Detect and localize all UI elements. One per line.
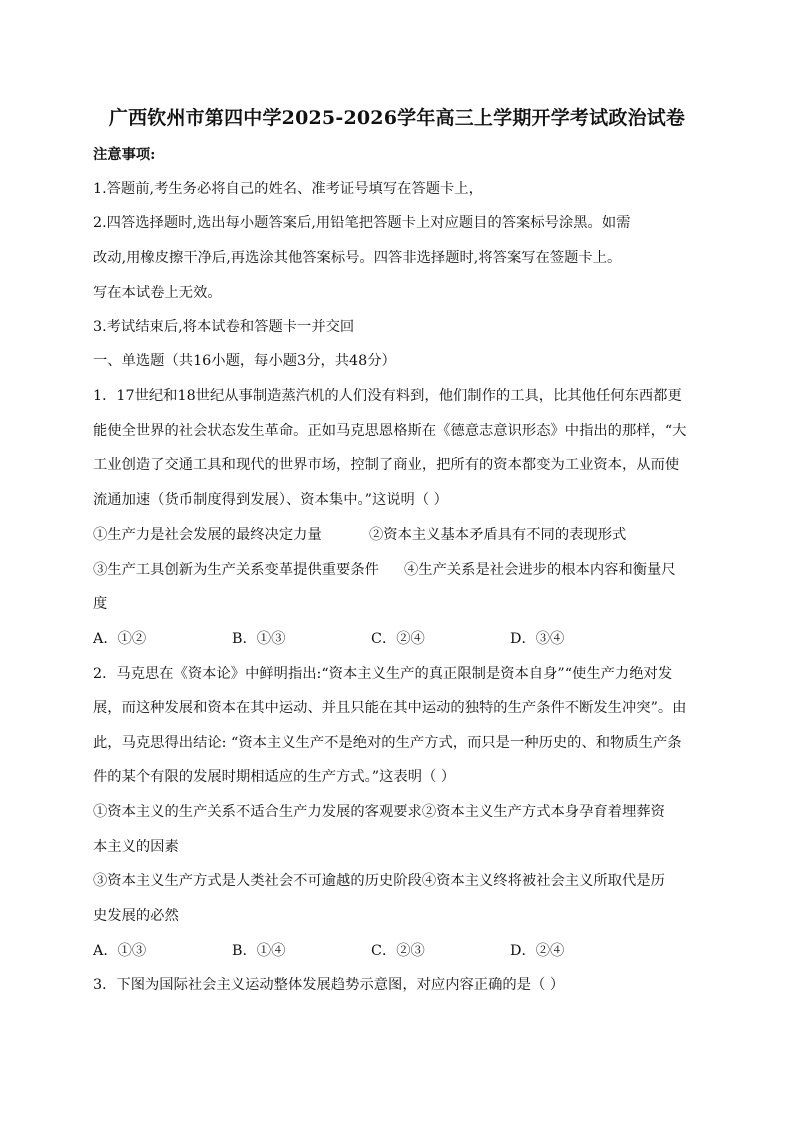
q1-stem-line-1: 1．17世纪和18世纪从事制造蒸汽机的人们没有料到，他们制作的工具，比其他任何东西都更 xyxy=(93,388,682,404)
notice-item-3: 3.考试结束后,将本试卷和答题卡一并交回 xyxy=(93,319,355,335)
q2-stem-line-1: 2．马克思在《资本论》中鲜明指出:“资本主义生产的真正限制是资本自身”“使生产力绝对发 xyxy=(93,666,673,682)
q2-option-d[interactable]: D．②④ xyxy=(510,943,565,959)
notice-item-2-line-2: 改动,用橡皮擦干净后,再选涂其他答案标号。四答非选择题时,将答案写在签题卡上。 xyxy=(93,250,622,266)
notice-item-2-line-1: 2.四答选择题时,选出每小题答案后,用铅笔把答题卡上对应题目的答案标号涂黑。如需 xyxy=(93,215,631,231)
q2-statements-3-4: ③资本主义生产方式是人类社会不可逾越的历史阶段④资本主义终将被社会主义所取代是历 xyxy=(93,873,665,889)
notice-heading: 注意事项: xyxy=(93,147,156,163)
q1-statement-4: ④生产关系是社会进步的根本内容和衡量尺 xyxy=(404,562,676,578)
q1-option-d[interactable]: D．③④ xyxy=(510,631,565,647)
q2-statements-1-2-cont: 本主义的因素 xyxy=(93,839,179,855)
q2-stem-line-3: 此，马克思得出结论: “资本主义生产不是绝对的生产方式，而只是一种历史的、和物质生产条 xyxy=(93,735,682,751)
q2-statements-3-4-cont: 史发展的必然 xyxy=(93,908,179,924)
q2-option-b[interactable]: B．①④ xyxy=(232,943,286,959)
q2-stem-line-2: 展，而这种发展和资本在其中运动、并且只能在其中运动的独特的生产条件不断发生冲突”。由 xyxy=(93,700,687,716)
notice-item-2-line-3: 写在本试卷上无效。 xyxy=(93,285,222,301)
q1-stem-line-3: 工业创造了交通工具和现代的世界市场，控制了商业，把所有的资本都变为工业资本，从而使 xyxy=(93,457,680,473)
q3-stem-line-1: 3．下图为国际社会主义运动整体发展趋势示意图，对应内容正确的是（ ） xyxy=(93,977,565,993)
q1-option-a[interactable]: A．①② xyxy=(93,631,147,647)
q1-statement-2: ②资本主义基本矛盾具有不同的表现形式 xyxy=(369,527,627,543)
q1-option-b[interactable]: B．①③ xyxy=(232,631,286,647)
q2-option-c[interactable]: C．②③ xyxy=(371,943,425,959)
q1-stem-line-4: 流通加速（货币制度得到发展）、资本集中。”这说明（ ） xyxy=(93,492,448,508)
page-title: 广西钦州市第四中学2025-2026学年高三上学期开学考试政治试卷 xyxy=(108,107,686,129)
q1-stem-line-2: 能使全世界的社会状态发生革命。正如马克思恩格斯在《德意志意识形态》中指出的那样，“大 xyxy=(93,423,687,439)
q2-option-a[interactable]: A．①③ xyxy=(93,943,147,959)
section-heading: 一、单选题（共16小题，每小题3分，共48分） xyxy=(93,353,396,369)
q1-statement-4-cont: 度 xyxy=(93,596,108,612)
notice-item-1: 1.答题前,考生务必将自己的姓名、准考证号填写在答题卡上， xyxy=(93,181,483,197)
q2-stem-line-4: 件的某个有限的发展时期相适应的生产方式。”这表明（ ） xyxy=(93,769,456,785)
q2-statements-1-2: ①资本主义的生产关系不适合生产力发展的客观要求②资本主义生产方式本身孕育着埋葬资 xyxy=(93,804,665,820)
q1-option-c[interactable]: C．②④ xyxy=(371,631,425,647)
q1-statement-3: ③生产工具创新为生产关系变革提供重要条件 xyxy=(93,562,379,578)
q1-statement-1: ①生产力是社会发展的最终决定力量 xyxy=(93,527,322,543)
